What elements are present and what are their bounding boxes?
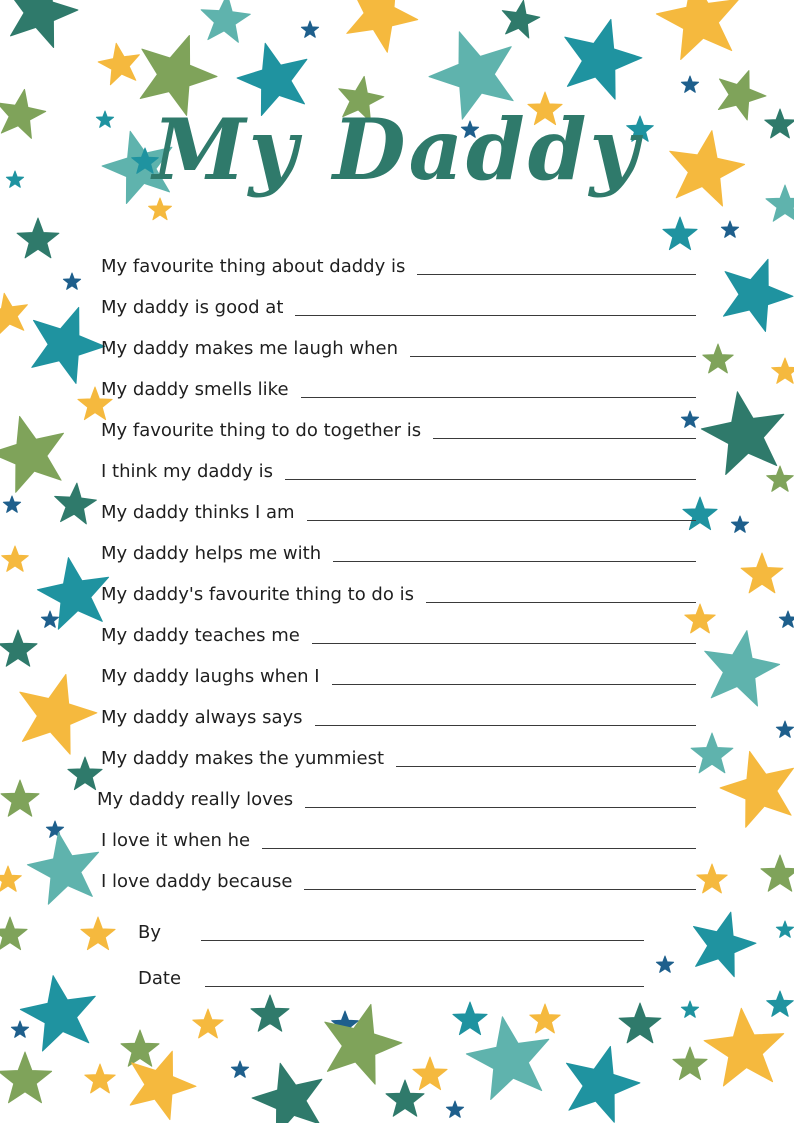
star-icon <box>567 1046 640 1122</box>
prompt-label: My daddy always says <box>101 707 303 728</box>
signature-by-row <box>138 916 644 944</box>
prompt-row <box>101 742 696 770</box>
answer-line[interactable] <box>295 315 696 316</box>
answer-line[interactable] <box>304 889 696 890</box>
answer-line[interactable] <box>396 766 696 767</box>
star-icon <box>201 0 250 42</box>
prompt-label: My daddy makes me laugh when <box>101 338 399 359</box>
star-icon <box>149 198 172 220</box>
star-icon <box>694 912 757 977</box>
star-icon <box>251 995 289 1031</box>
star-icon <box>32 307 105 383</box>
prompt-row <box>101 414 696 442</box>
star-icon <box>772 358 794 383</box>
star-icon <box>63 273 80 289</box>
star-icon <box>701 392 783 475</box>
star-icon <box>663 217 697 250</box>
star-icon <box>776 721 793 737</box>
star-icon <box>724 259 794 331</box>
prompt-label: My daddy thinks I am <box>101 502 295 523</box>
prompt-label: My favourite thing to do together is <box>101 420 422 441</box>
star-icon <box>347 0 418 52</box>
star-icon <box>656 956 673 972</box>
star-icon <box>386 1080 424 1116</box>
by-label: By <box>138 922 162 943</box>
prompt-label: I love daddy because <box>101 871 293 892</box>
star-icon <box>1 780 39 816</box>
star-icon <box>46 821 63 837</box>
answer-line[interactable] <box>305 807 696 808</box>
star-icon <box>502 0 540 38</box>
prompt-row <box>101 578 696 606</box>
prompt-row <box>101 250 696 278</box>
star-icon <box>0 416 64 492</box>
star-icon <box>731 516 748 532</box>
answer-line[interactable] <box>262 848 696 849</box>
star-icon <box>656 0 738 60</box>
star-icon <box>98 43 139 85</box>
star-icon <box>0 1052 52 1103</box>
answer-line[interactable] <box>285 479 696 480</box>
star-icon <box>779 611 794 627</box>
prompt-row <box>101 824 696 852</box>
prompt-label: My daddy helps me with <box>101 543 322 564</box>
star-icon <box>231 1061 248 1077</box>
prompt-label: My daddy really loves <box>97 789 294 810</box>
answer-line[interactable] <box>307 520 696 521</box>
star-icon <box>703 344 733 373</box>
star-icon <box>193 1009 223 1038</box>
prompt-row <box>101 455 696 483</box>
prompt-row <box>97 783 696 811</box>
star-icon <box>2 546 29 571</box>
star-icon <box>619 1003 661 1043</box>
star-icon <box>741 553 783 593</box>
star-icon <box>453 1002 487 1035</box>
date-label: Date <box>138 968 182 989</box>
star-icon <box>130 1051 196 1119</box>
date-answer-line[interactable] <box>205 986 644 987</box>
answer-line[interactable] <box>301 397 696 398</box>
prompt-label: My daddy teaches me <box>101 625 300 646</box>
prompt-label: My daddy laughs when I <box>101 666 320 687</box>
star-icon <box>41 611 58 627</box>
star-icon <box>11 1021 28 1037</box>
answer-line[interactable] <box>426 602 696 603</box>
signature-date-row <box>138 962 644 990</box>
prompt-row <box>101 496 696 524</box>
star-icon <box>704 1008 784 1086</box>
star-icon <box>325 1004 402 1084</box>
star-icon <box>0 866 21 891</box>
star-icon <box>3 496 20 512</box>
answer-line[interactable] <box>433 438 696 439</box>
star-icon <box>20 674 97 754</box>
prompt-label: My daddy's favourite thing to do is <box>101 584 414 605</box>
prompt-row <box>101 701 696 729</box>
star-icon <box>0 917 27 950</box>
star-icon <box>681 1001 698 1017</box>
star-icon <box>776 921 793 937</box>
star-icon <box>691 733 733 773</box>
star-icon <box>85 1064 115 1093</box>
answer-line[interactable] <box>315 725 696 726</box>
star-icon <box>565 19 642 99</box>
page-title: My Daddy <box>152 100 642 199</box>
star-icon <box>761 855 794 891</box>
star-icon <box>81 917 115 950</box>
prompt-label: My daddy smells like <box>101 379 289 400</box>
answer-line[interactable] <box>410 356 696 357</box>
prompt-label: My favourite thing about daddy is <box>101 256 406 277</box>
answer-line[interactable] <box>332 684 696 685</box>
star-icon <box>20 976 95 1051</box>
prompt-row <box>101 332 696 360</box>
star-icon <box>767 466 794 491</box>
by-answer-line[interactable] <box>201 940 644 941</box>
star-icon <box>673 1047 707 1080</box>
prompt-row <box>101 865 696 893</box>
answer-line[interactable] <box>417 274 696 275</box>
prompt-row <box>101 291 696 319</box>
star-icon <box>681 76 698 92</box>
prompt-row <box>101 619 696 647</box>
star-icon <box>530 1004 560 1033</box>
prompt-label: I think my daddy is <box>101 461 274 482</box>
star-icon <box>0 293 27 335</box>
star-icon <box>17 218 59 258</box>
prompt-row <box>101 373 696 401</box>
prompt-label: My daddy is good at <box>101 297 284 318</box>
star-icon <box>446 1101 463 1117</box>
prompt-label: My daddy makes the yummiest <box>101 748 385 769</box>
star-icon <box>705 631 780 706</box>
answer-line[interactable] <box>333 561 696 562</box>
star-icon <box>55 483 97 524</box>
star-icon <box>252 1063 322 1123</box>
star-icon <box>27 833 98 905</box>
star-icon <box>301 21 318 37</box>
prompt-label: I love it when he <box>101 830 251 851</box>
star-icon <box>767 991 794 1016</box>
star-icon <box>697 864 727 893</box>
star-icon <box>721 221 738 237</box>
star-icon <box>0 630 37 666</box>
prompt-row <box>101 537 696 565</box>
prompt-row <box>101 660 696 688</box>
star-icon <box>121 1030 159 1066</box>
star-icon <box>720 751 793 827</box>
star-icon <box>413 1057 447 1090</box>
star-icon <box>8 0 78 48</box>
answer-line[interactable] <box>312 643 696 644</box>
